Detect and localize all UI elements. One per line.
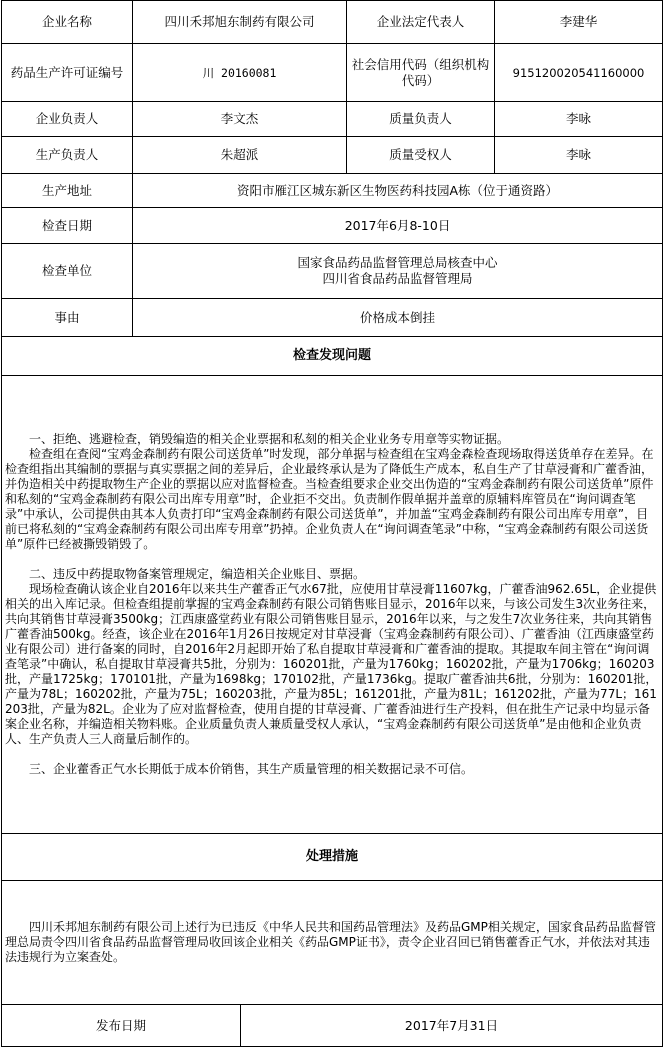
finding-1-detail: 检查组在查阅“宝鸡金森制药有限公司送货单”时发现，部分单据与检查组在宝鸡金森检查现场取得送货单存在差异。在检查组指出其编制的票据与真实票据之间的差异后，企业最终承认是为了降低生产成本，私自生产了甘草浸膏和广藿香油，并伪造相关中药提取物生产企业的票据以应对监督检查。当检查组要求企业交出伪造的“宝鸡金森制药有限公司送货单”原件和私刻的“宝鸡金森制药有限公司出库专用章”时，企业拒不交出。负责制作假单据并盖章的原辅料库管员在“询问调查笔录”中承认，公司提供由其本人负责打印“宝鸡金森制药有限公司送货单”，并加盖“宝鸡金森制药有限公司出库专用章”，目前已将私刻的“宝鸡金森制药有限公司出库专用章”扔掉。企业负责人在“询问调查笔录”中称，“宝鸡金森制药有限公司送货单”原件已经被撕毁销毁了。: [5, 447, 654, 551]
company-name-label: 企业名称: [2, 1, 133, 44]
credit-code-value: 915120020541160000: [495, 44, 663, 102]
row-license: [2, 44, 663, 102]
inspection-date-value: 2017年6月8-10日: [133, 208, 663, 244]
row-matter: [2, 299, 663, 337]
row-inspection-unit: [2, 244, 663, 299]
quality-head-value: 李咏: [495, 102, 663, 137]
findings-heading: 检查发现问题: [2, 337, 663, 376]
row-findings-heading: [2, 337, 663, 376]
production-head-value: 朱超派: [133, 137, 347, 174]
legal-rep-label: 企业法定代表人: [347, 1, 495, 44]
row-measures-body: [2, 881, 663, 1005]
address-value: 资阳市雁江区城东新区生物医药科技园A栋（位于通资路）: [133, 174, 663, 208]
inspection-notice-table: [1, 0, 663, 1047]
quality-authorized-value: 李咏: [495, 137, 663, 174]
production-head-label: 生产负责人: [2, 137, 133, 174]
inspection-date-label: 检查日期: [2, 208, 133, 244]
row-measures-heading: [2, 834, 663, 881]
finding-2-title: 二、违反中药提取物备案管理规定，编造相关企业账目、票据。: [29, 567, 366, 581]
row-production-head: [2, 137, 663, 174]
matter-label: 事由: [2, 299, 133, 337]
address-label: 生产地址: [2, 174, 133, 208]
license-label: 药品生产许可证编号: [2, 44, 133, 102]
enterprise-head-value: 李文杰: [133, 102, 347, 137]
findings-body: [2, 376, 663, 834]
row-release: [2, 1005, 663, 1047]
enterprise-head-label: 企业负责人: [2, 102, 133, 137]
row-findings-body: [2, 376, 663, 834]
row-enterprise-head: [2, 102, 663, 137]
company-name-value: 四川禾邦旭东制药有限公司: [133, 1, 347, 44]
row-inspection-date: [2, 208, 663, 244]
inspection-unit-line-2: 四川省食品药品监督管理局: [322, 271, 473, 286]
measures-text: 四川禾邦旭东制药有限公司上述行为已违反《中华人民共和国药品管理法》及药品GMP相关规定，国家食品药品监督管理总局责令四川省食品药品监督管理局收回该企业相关《药品GMP证书》，责令企业召回已销售藿香正气水，并依法对其违法违规行为立案查处。: [5, 920, 656, 964]
finding-2-detail: 现场检查确认该企业自2016年以来共生产藿香正气水67批，应使用甘草浸膏11607kg，广藿香油962.65L，企业提供相关的出入库记录。但检查组提前掌握的宝鸡金森制药有限公司销售账目显示，2016年以来，与该公司发生3次业务往来，共向其销售甘草浸膏3500kg；江西康盛堂药业有限公司销售账目显示，2016年以来，与之发生7次业务往来，共向其销售广藿香油500kg。经查，该企业在2016年1月26日按规定对甘草浸膏（宝鸡金森制药有限公司）、广藿香油（江西康盛堂药业有限公司）进行备案的同时，自2016年2月起即开始了私自提取甘草浸膏和广藿香油的提取。其提取车间主管在“询问调查笔录”中确认，私自提取甘草浸膏共5批，分别为：160201批，产量为1760kg；160202批，产量为1706kg；160203批，产量1725kg；170101批，产量为1698kg；170102批，产量1736kg。提取广藿香油共6批，分别为：160201批，产量为78L；160202批，产量为75L；160203批，产量为85L；161201批，产量为81L；161202批，产量为77L；161203批，产量为82L。企业为了应对监督检查，使用自提的甘草浸膏、广藿香油进行生产投料，但在批生产记录中均显示备案企业名称，并编造相关物料账。企业质量负责人兼质量受权人承认，“宝鸡金森制药有限公司送货单”是由他和企业负责人、生产负责人三人商量后制作的。: [5, 582, 658, 746]
release-date-value: 2017年7月31日: [241, 1005, 663, 1047]
legal-rep-value: 李建华: [495, 1, 663, 44]
finding-1-title: 一、拒绝、逃避检查，销毁编造的相关企业票据和私刻的相关企业业务专用章等实物证据。: [29, 432, 510, 446]
inspection-unit-label: 检查单位: [2, 244, 133, 299]
inspection-unit-value: [133, 244, 663, 299]
matter-value: 价格成本倒挂: [133, 299, 663, 337]
row-company: [2, 1, 663, 44]
row-address: [2, 174, 663, 208]
license-value: 川 20160081: [133, 44, 347, 102]
measures-heading: 处理措施: [2, 834, 663, 881]
credit-code-label: 社会信用代码（组织机构代码）: [347, 44, 495, 102]
quality-head-label: 质量负责人: [347, 102, 495, 137]
measures-body: [2, 881, 663, 1005]
release-date-label: 发布日期: [2, 1005, 241, 1047]
quality-authorized-label: 质量受权人: [347, 137, 495, 174]
finding-3-title: 三、企业藿香正气水长期低于成本价销售，其生产质量管理的相关数据记录不可信。: [29, 762, 474, 776]
inspection-unit-line-1: 国家食品药品监督管理总局核查中心: [297, 255, 498, 270]
notice-sheet: [1, 0, 662, 1047]
